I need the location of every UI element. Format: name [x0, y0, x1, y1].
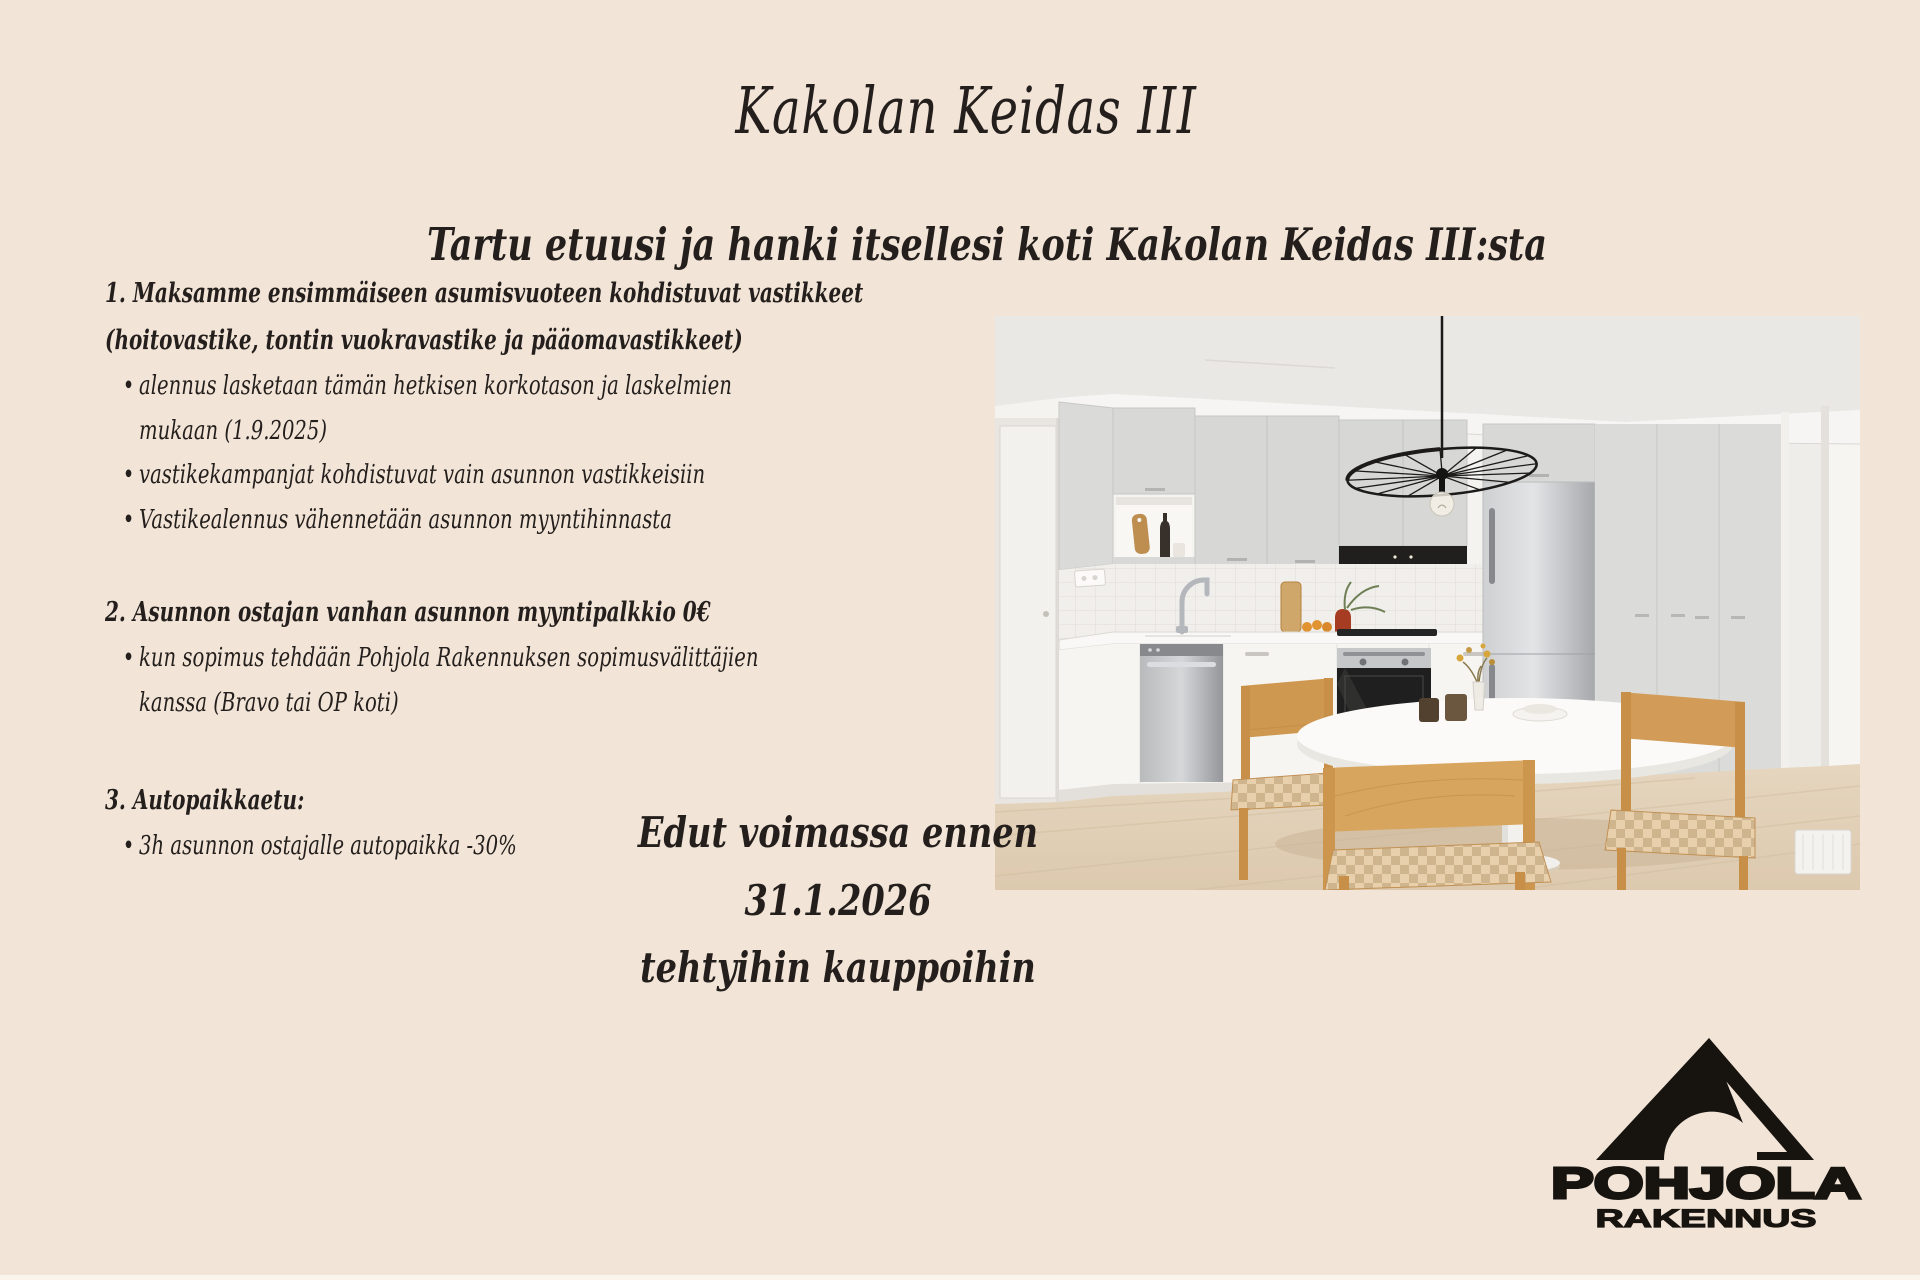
benefit-bullet-line: Vastikealennus vähennetään asunnon myyntihinnasta	[139, 503, 672, 535]
red-vase	[1335, 609, 1351, 632]
flower-vase	[1473, 682, 1485, 710]
benefits-list	[105, 0, 963, 1280]
logo-sub-text: RAKENNUS	[1595, 1205, 1817, 1233]
pohjola-logo	[1548, 1036, 1864, 1236]
benefit-bullet	[105, 636, 759, 725]
benefit-bullet	[105, 453, 863, 498]
benefit-bullet-line: alennus lasketaan tämän hetkisen korkotason ja laskelmien	[139, 370, 732, 401]
bottom-edge-strip	[0, 1275, 1920, 1280]
benefit-heading-line: 3. Autopaikkaetu:	[105, 785, 305, 816]
door	[995, 418, 1063, 804]
bullet-dot-icon: •	[122, 642, 135, 673]
benefit-bullet-line: 3h asunnon ostajalle autopaikka -30%	[139, 830, 517, 861]
page-subtitle: Tartu etuusi ja hanki itsellesi koti Kakolan Keidas III:sta	[426, 218, 1548, 272]
benefit-section	[105, 270, 863, 542]
benefit-bullet	[105, 498, 863, 543]
benefit-bullet-line: vastikekampanjat kohdistuvat vain asunnon vastikkeisiin	[139, 459, 706, 490]
glass-carafe	[1281, 582, 1301, 632]
benefit-bullet-line: kanssa (Bravo tai OP koti)	[139, 686, 399, 718]
benefit-heading-line: (hoitovastike, tontin vuokravastike ja pääomavastikkeet)	[105, 325, 743, 356]
benefit-heading-line: 1. Maksamme ensimmäiseen asumisvuoteen kohdistuvat vastikkeet	[105, 278, 864, 309]
radiator	[1795, 830, 1851, 874]
validity-line: Edut voimassa ennen	[637, 808, 1039, 857]
validity-note	[168, 799, 1509, 1002]
logo-brand-text: POHJOLA	[1551, 1159, 1861, 1208]
page-title: Kakolan Keidas III	[735, 73, 1197, 149]
benefit-bullet-line: mukaan (1.9.2025)	[139, 414, 328, 446]
mountain-arch-icon	[1596, 1038, 1814, 1160]
bullet-dot-icon: •	[122, 370, 135, 401]
backsplash	[1059, 564, 1483, 640]
validity-line: 31.1.2026	[744, 875, 932, 925]
benefit-bullet	[105, 364, 863, 453]
benefit-bullet-line: kun sopimus tehdään Pohjola Rakennuksen sopimusvälittäjien	[139, 642, 759, 673]
dishwasher	[1140, 644, 1223, 782]
validity-line: tehtyihin kauppoihin	[640, 943, 1036, 992]
bullet-dot-icon: •	[122, 503, 135, 535]
bullet-dot-icon: •	[122, 830, 135, 861]
benefit-section	[105, 589, 759, 725]
cooktop	[1337, 629, 1437, 636]
benefit-heading-line: 2. Asunnon ostajan vanhan asunnon myyntipalkkio 0€	[105, 597, 711, 628]
wall-outlet	[1074, 569, 1105, 587]
pohjola-logo-mark	[1548, 1036, 1864, 1236]
bullet-dot-icon: •	[122, 459, 135, 490]
